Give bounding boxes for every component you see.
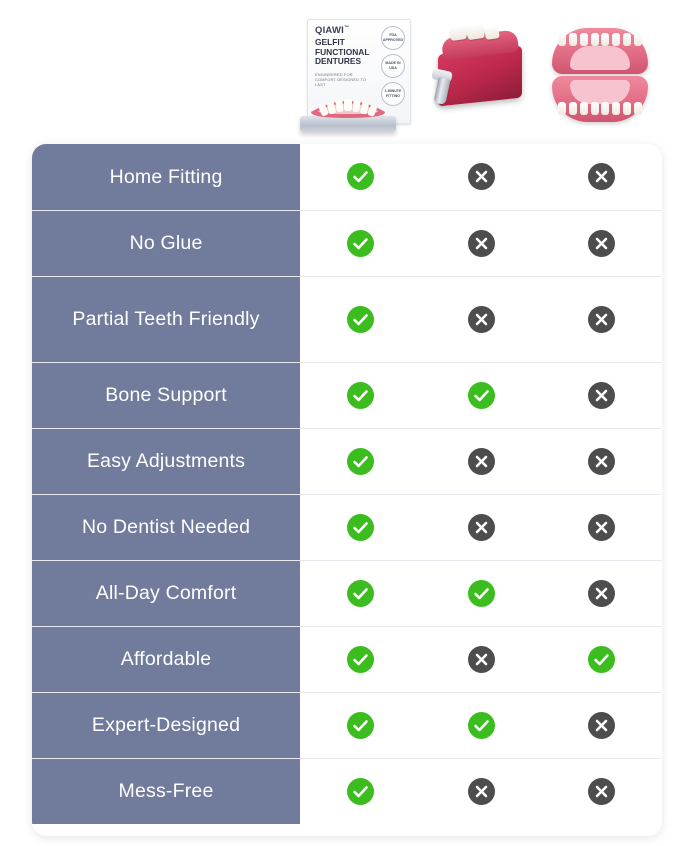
check-icon bbox=[347, 163, 374, 190]
feature-label: Easy Adjustments bbox=[32, 428, 300, 494]
cross-icon bbox=[588, 448, 615, 475]
feature-label: No Dentist Needed bbox=[32, 494, 300, 560]
cross-icon bbox=[588, 163, 615, 190]
box-brand-mark: ™ bbox=[343, 25, 350, 31]
cross-icon bbox=[468, 306, 495, 333]
box-title: GELFIT FUNCTIONAL DENTURES bbox=[315, 37, 370, 67]
table-row bbox=[32, 560, 662, 626]
feature-label: All-Day Comfort bbox=[32, 560, 300, 626]
mark-cell-full-denture bbox=[541, 210, 662, 276]
mark-cell-gelfit bbox=[300, 428, 421, 494]
tooth bbox=[612, 102, 620, 115]
mark-cell-implant bbox=[421, 144, 542, 210]
cross-icon bbox=[588, 778, 615, 805]
check-icon bbox=[347, 712, 374, 739]
mark-cell-full-denture bbox=[541, 692, 662, 758]
mark-cell-full-denture bbox=[541, 560, 662, 626]
tooth bbox=[623, 102, 631, 115]
cross-icon bbox=[468, 230, 495, 257]
check-icon bbox=[347, 646, 374, 673]
tooth bbox=[601, 102, 609, 115]
upper-denture-arch bbox=[552, 28, 648, 74]
product-column-full-denture bbox=[540, 0, 660, 144]
check-icon bbox=[347, 306, 374, 333]
product-column-gelfit bbox=[300, 0, 420, 144]
box-brand bbox=[315, 25, 349, 36]
mark-cell-implant bbox=[421, 428, 542, 494]
cross-icon bbox=[588, 712, 615, 739]
table-row bbox=[32, 210, 662, 276]
tooth bbox=[634, 102, 642, 115]
feature-label: Partial Teeth Friendly bbox=[32, 276, 300, 362]
cross-icon bbox=[588, 230, 615, 257]
check-icon bbox=[347, 230, 374, 257]
mark-cell-gelfit bbox=[300, 144, 421, 210]
cross-icon bbox=[468, 163, 495, 190]
full-denture-set-image bbox=[550, 26, 650, 126]
mark-cell-implant bbox=[421, 362, 542, 428]
tooth bbox=[569, 33, 577, 46]
mark-cell-full-denture bbox=[541, 428, 662, 494]
check-icon bbox=[347, 778, 374, 805]
seal-made-in-usa: MADE IN USA bbox=[381, 54, 405, 78]
tooth bbox=[591, 102, 599, 115]
comparison-table-wrapper bbox=[32, 144, 662, 836]
arch-palate bbox=[570, 46, 630, 70]
cross-icon bbox=[468, 646, 495, 673]
check-icon bbox=[347, 448, 374, 475]
cross-icon bbox=[468, 514, 495, 541]
mark-cell-implant bbox=[421, 210, 542, 276]
mark-cell-gelfit bbox=[300, 626, 421, 692]
lower-denture-arch bbox=[552, 76, 648, 122]
lower-teeth-row bbox=[558, 102, 642, 117]
box-subtitle: ENGINEERED FOR COMFORT DESIGNED TO LAST bbox=[315, 72, 367, 87]
mark-cell-gelfit bbox=[300, 758, 421, 824]
mark-cell-implant bbox=[421, 494, 542, 560]
mark-cell-full-denture bbox=[541, 144, 662, 210]
mark-cell-implant bbox=[421, 758, 542, 824]
product-column-implant bbox=[420, 0, 540, 144]
feature-label: Mess-Free bbox=[32, 758, 300, 824]
mark-cell-full-denture bbox=[541, 276, 662, 362]
mark-cell-gelfit bbox=[300, 560, 421, 626]
implant-tooth bbox=[484, 25, 500, 40]
tooth bbox=[623, 33, 631, 46]
implant-tooth bbox=[466, 23, 485, 40]
mark-cell-full-denture bbox=[541, 626, 662, 692]
denture-front-image bbox=[308, 94, 388, 120]
cross-icon bbox=[468, 448, 495, 475]
mark-cell-full-denture bbox=[541, 494, 662, 560]
table-row bbox=[32, 692, 662, 758]
check-icon bbox=[468, 712, 495, 739]
cross-icon bbox=[588, 514, 615, 541]
mark-cell-implant bbox=[421, 560, 542, 626]
product-header-row bbox=[300, 0, 660, 144]
check-icon bbox=[347, 382, 374, 409]
tooth bbox=[612, 33, 620, 46]
mark-cell-implant bbox=[421, 692, 542, 758]
feature-label: No Glue bbox=[32, 210, 300, 276]
feature-label: Bone Support bbox=[32, 362, 300, 428]
mark-cell-implant bbox=[421, 276, 542, 362]
table-row bbox=[32, 494, 662, 560]
mark-cell-implant bbox=[421, 626, 542, 692]
implant-tooth bbox=[449, 25, 467, 41]
mark-cell-gelfit bbox=[300, 276, 421, 362]
box-brand-text: QIAWI bbox=[315, 25, 344, 37]
tooth bbox=[634, 33, 642, 46]
cross-icon bbox=[588, 382, 615, 409]
check-icon bbox=[468, 382, 495, 409]
tooth bbox=[569, 102, 577, 115]
feature-label: Affordable bbox=[32, 626, 300, 692]
upper-teeth-row bbox=[558, 33, 642, 48]
tooth bbox=[580, 102, 588, 115]
cross-icon bbox=[588, 306, 615, 333]
tooth bbox=[580, 33, 588, 46]
mark-cell-gelfit bbox=[300, 692, 421, 758]
feature-label: Home Fitting bbox=[32, 144, 300, 210]
check-icon bbox=[468, 580, 495, 607]
mark-cell-full-denture bbox=[541, 758, 662, 824]
table-row bbox=[32, 362, 662, 428]
tooth bbox=[591, 33, 599, 46]
cross-icon bbox=[468, 778, 495, 805]
mark-cell-gelfit bbox=[300, 362, 421, 428]
check-icon bbox=[588, 646, 615, 673]
tooth bbox=[601, 33, 609, 46]
table-row bbox=[32, 144, 662, 210]
seal-one-minute-fitting: 1 MINUTE FITTING bbox=[381, 82, 405, 106]
check-icon bbox=[347, 580, 374, 607]
tooth bbox=[558, 33, 566, 46]
comparison-table bbox=[32, 144, 662, 824]
feature-label: Expert-Designed bbox=[32, 692, 300, 758]
arch-floor bbox=[570, 80, 630, 104]
tooth bbox=[558, 102, 566, 115]
seal-fda-approved: FDA APPROVED bbox=[381, 26, 405, 50]
mark-cell-gelfit bbox=[300, 210, 421, 276]
table-row bbox=[32, 626, 662, 692]
table-row bbox=[32, 276, 662, 362]
check-icon bbox=[347, 514, 374, 541]
mark-cell-full-denture bbox=[541, 362, 662, 428]
cross-icon bbox=[588, 580, 615, 607]
table-row bbox=[32, 428, 662, 494]
mark-cell-gelfit bbox=[300, 494, 421, 560]
table-row bbox=[32, 758, 662, 824]
